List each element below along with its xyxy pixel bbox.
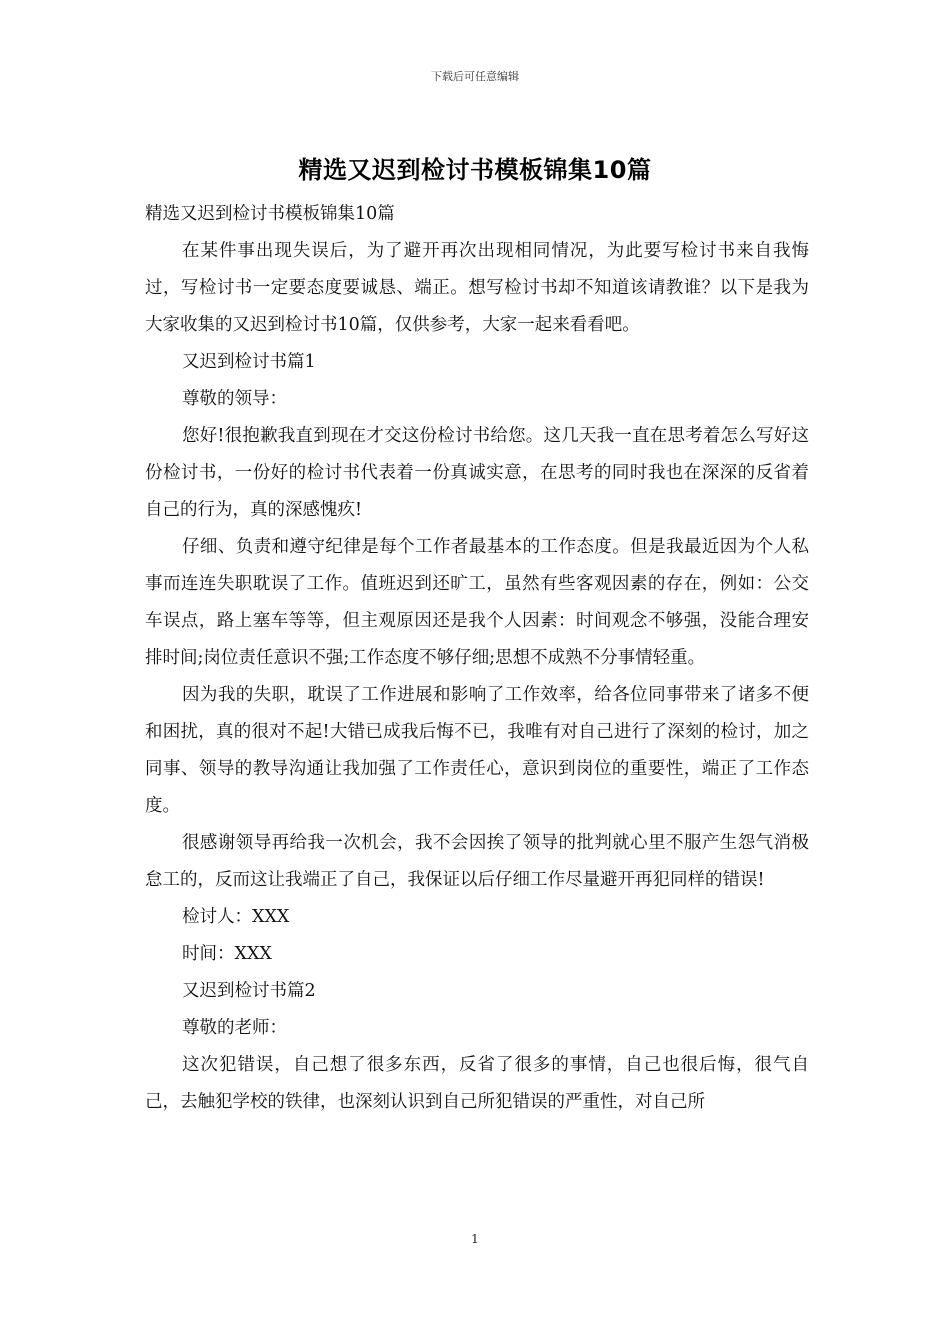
salutation-2: 尊敬的老师： <box>182 1018 287 1038</box>
body-paragraph: 因为我的失职，耽误了工作进展和影响了工作效率，给各位同事带来了诸多不便和困扰，真的很对不起!大错已成我后悔不已，我唯有对自己进行了深刻的检讨，加之同事、领导的教导沟通让我加强了工作责任心，意识到岗位的重要性，端正了工作态度。 <box>145 685 809 816</box>
body-paragraph: 这次犯错误，自己想了很多东西，反省了很多的事情，自己也很后悔，很气自己，去触犯学校的铁律，也深刻认识到自己所犯错误的严重性，对自己所 <box>145 1055 809 1112</box>
signature-line: 检讨人：XXX <box>182 907 290 927</box>
body-paragraph: 很感谢领导再给我一次机会，我不会因挨了领导的批判就心里不服产生怨气消极怠工的，反而这让我端正了自己，我保证以后仔细工作尽量避开再犯同样的错误! <box>145 833 809 890</box>
salutation-1: 尊敬的领导： <box>182 389 287 409</box>
page-number: 1 <box>471 1232 479 1246</box>
date-line: 时间：XXX <box>182 944 272 964</box>
section-heading-1: 又迟到检讨书篇1 <box>182 352 316 372</box>
intro-paragraph: 在某件事出现失误后，为了避开再次出现相同情况，为此要写检讨书来自我悔过，写检讨书一定要态度要诚恳、端正。想写检讨书却不知道该请教谁？以下是我为大家收集的又迟到检讨书10篇，仅供参考，大家一起来看看吧。 <box>145 241 809 335</box>
body-paragraph: 仔细、负责和遵守纪律是每个工作者最基本的工作态度。但是我最近因为个人私事而连连失职耽误了工作。值班迟到还旷工，虽然有些客观因素的存在，例如：公交车误点，路上塞车等等，但主观原因还是我个人因素：时间观念不够强，没能合理安排时间;岗位责任意识不强;工作态度不够仔细;思想不成熟不分事情轻重。 <box>145 537 809 668</box>
subtitle-line: 精选又迟到检讨书模板锦集10篇 <box>145 204 395 224</box>
document-title: 精选又迟到检讨书模板锦集10篇 <box>298 156 652 184</box>
body-paragraph: 您好!很抱歉我直到现在才交这份检讨书给您。这几天我一直在思考着怎么写好这份检讨书，一份好的检讨书代表着一份真诚实意，在思考的同时我也在深深的反省着自己的行为，真的深感愧疚! <box>145 426 809 520</box>
document-body <box>145 196 809 1121</box>
section-heading-2: 又迟到检讨书篇2 <box>182 981 316 1001</box>
header-note: 下载后可任意编辑 <box>431 70 519 83</box>
